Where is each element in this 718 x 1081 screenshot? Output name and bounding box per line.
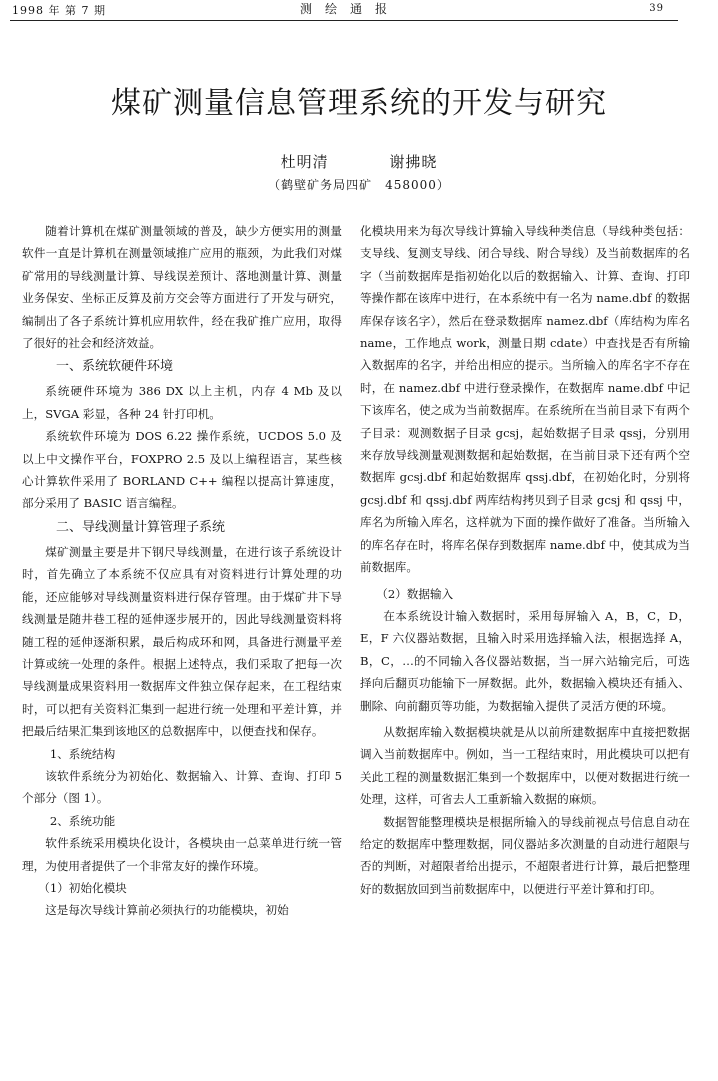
body-paragraph: 系统软件环境为 DOS 6.22 操作系统，UCDOS 5.0 及以上中文操作平台，FOXPRO 2.5 及以上编程语言，某些核心计算软件采用了 BORLAND C++ 编程以提高计算速度，部分采用了 BASIC 语言编程。 bbox=[22, 429, 342, 511]
subsection-heading: 1、系统结构 bbox=[49, 746, 116, 761]
running-header bbox=[0, 0, 718, 26]
item-heading: （1）初始化模块 bbox=[38, 880, 127, 895]
body-paragraph: 该软件系统分为初始化、数据输入、计算、查询、打印 5 个部分（图 1）。 bbox=[22, 768, 342, 806]
author-list bbox=[0, 151, 718, 172]
body-paragraph: 从数据库输入数据模块就是从以前所建数据库中直接把数据调入当前数据库中。例如，当一工程结束时，用此模块可以把有关此工程的测量数据汇集到一个数据库中，以便对数据进行统一处理，这样，可省去人工重新输入数据的麻烦。 bbox=[360, 724, 690, 807]
left-column bbox=[22, 220, 342, 922]
right-column bbox=[360, 220, 690, 900]
journal-name: 测绘通报 bbox=[300, 2, 401, 16]
body-paragraph: 软件系统采用模块化设计，各模块由一总菜单进行统一管理，为使用者提供了一个非常友好的操作环境。 bbox=[22, 836, 342, 873]
article-title: 煤矿测量信息管理系统的开发与研究 bbox=[111, 86, 607, 121]
body-paragraph: 系统硬件环境为 386 DX 以上主机，内存 4 Mb 及以上，SVGA 彩显，各种 24 针打印机。 bbox=[22, 384, 342, 421]
body-paragraph: 数据智能整理模块是根据所输入的导线前视点号信息自动在给定的数据库中整理数据，同仪器站多次测量的自动进行超限与否的判断，对超限者给出提示，不超限者进行计算，最后把整理好的数据放回到当前数据库中，以便进行平差计算和打印。 bbox=[360, 814, 690, 896]
body-paragraph: 在本系统设计输入数据时，采用每屏输入 A，B，C，D，E，F 六仪器站数据，且输入时采用选择输入法，根据选择 A，B，C，…的不同输入各仪器站数据，当一屏六站输完后，可选择向后翻页功能输下一屏数据。此外，数据输入模块还有插入、删除、向前翻页等功能，为数据输入提供了灵活方便的环境。 bbox=[360, 608, 690, 713]
body-paragraph: 这是每次导线计算前必须执行的功能模块，初始 bbox=[45, 903, 289, 918]
body-paragraph: 煤矿测量主要是井下钢尺导线测量，在进行该子系统设计时，首先确立了本系统不仅应具有对资料进行计算处理的功能，还应能够对导线测量资料进行保存管理。由于煤矿井下导线测量是随井巷工程的延伸逐步展开的，因此导线测量资料将随工程的延伸逐渐积累，最后构成环和网，具备进行测量平差计算或统一处理的条件。根据上述特点，我们采取了把每一次导线测量成果资料用一数据库文件独立保存起来，在工程结束时，可以把有关资料汇集到一起进行统一处理和平差计算，并把最后结果汇集到该地区的总数据库中，以便查找和保存。 bbox=[22, 544, 342, 739]
page-number: 39 bbox=[649, 3, 664, 14]
body-paragraph: 化模块用来为每次导线计算输入导线种类信息（导线种类包括：支导线、复测支导线、闭合导线、附合导线）及当前数据库的名字（当前数据库是指初始化以后的数据输入、计算、查询、打印等操作都在该库中进行，在本系统中有一名为 name.dbf 的数据库保存该名字），然后在登录数据库 namez.dbf（库结构为库名 name，工作地点 work，测量日期 cdate）中查找是否有所输入数据库的名字，并给出相应的提示。当所输入的库名字不存在时，在 namez.dbf 中进行登录操作，在数据库 name.dbf 中记下该库名，使之成为当前数据库。在系统所在当前目录下有两个子目录：观测数据子目录 gcsj，起始数据子目录 qssj，分别用来存放导线测量观测数据和起始数据，在当前目录下还有两个空数据库 gcsj.dbf 和起始数据库 qssj.dbf，在初始化时，分别将 gcsj.dbf 和 qssj.dbf 两库结构拷贝到子目录 gcsj 和 qssj 中，库名为所输入库名，这样就为下面的操作做好了准备。当所输入的库名存在时，将库名保存到数据库 name.dbf 中，使其成为当前数据库。 bbox=[360, 224, 690, 575]
section-heading: 一、系统软硬件环境 bbox=[56, 359, 174, 375]
author-name: 杜明清 bbox=[280, 153, 329, 171]
journal-issue: 1998 年 第 7 期 bbox=[12, 4, 106, 17]
author-name: 谢拂晓 bbox=[389, 153, 438, 171]
section-heading: 二、导线测量计算管理子系统 bbox=[56, 519, 226, 535]
item-heading: （2）数据输入 bbox=[376, 586, 454, 601]
intro-paragraph: 随着计算机在煤矿测量领域的普及，缺少方便实用的测量软件一直是计算机在测量领域推广应用的瓶颈，为此我们对煤矿常用的导线测量计算、导线误差预计、落地测量计算、测量业务保安、坐标正反算及前方交会等方面进行了开发与研究，编制出了各子系统计算机应用软件，经在我矿推广应用，取得了很好的社会和经济效益。 bbox=[22, 224, 342, 351]
header-rule bbox=[10, 20, 678, 21]
author-affiliation: （鹤壁矿务局四矿 458000） bbox=[268, 178, 450, 192]
subsection-heading: 2、系统功能 bbox=[49, 813, 116, 828]
